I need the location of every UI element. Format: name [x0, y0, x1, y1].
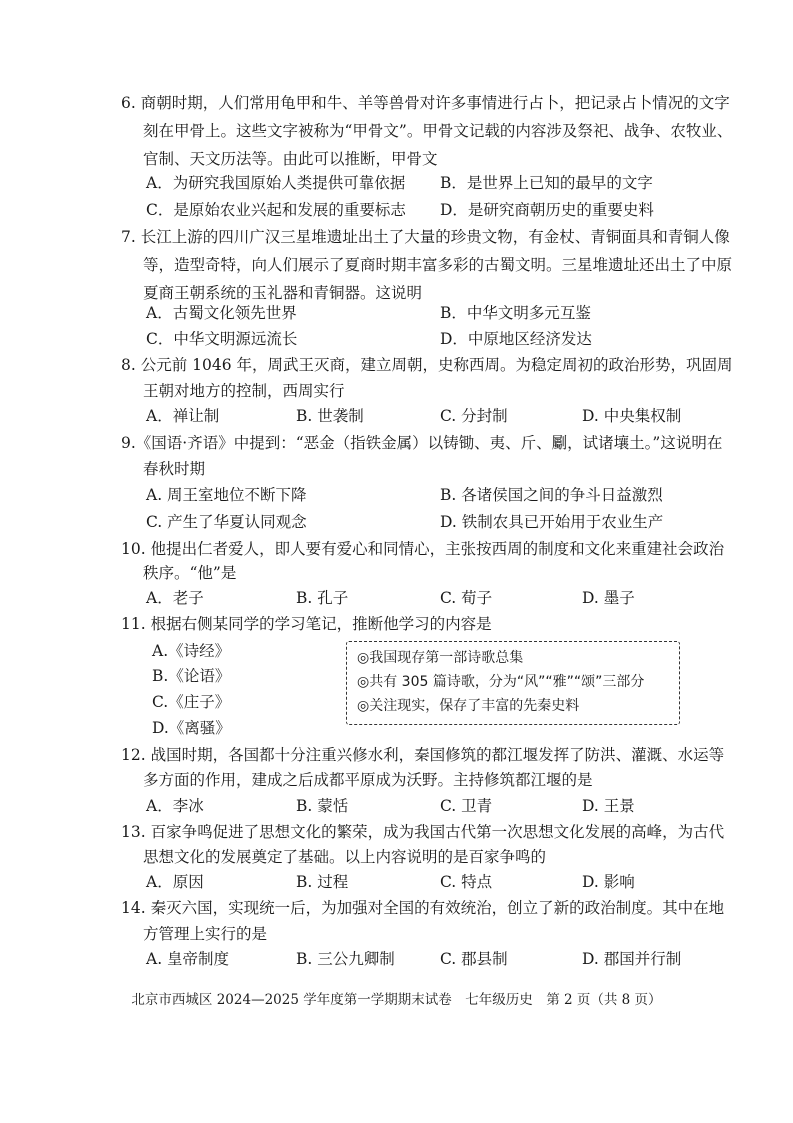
option-d: D．是研究商朝历史的重要史料: [440, 201, 654, 219]
question-stem-line: 秩序。“他”是: [143, 564, 237, 582]
question-stem-line: 14. 秦灭六国，实现统一后，为加强对全国的有效统治，创立了新的政治制度。其中在地: [121, 899, 725, 917]
question-stem-line: 方管理上实行的是: [143, 925, 268, 943]
question-stem-line: 刻在甲骨上。这些文字被称为“甲骨文”。甲骨文记载的内容涉及祭祀、战争、农牧业、: [143, 122, 733, 140]
question-stem-line: 12. 战国时期，各国都十分注重兴修水利，秦国修筑的都江堰发挥了防洪、灌溉、水运等: [121, 746, 725, 764]
option-b: B．是世界上已知的最早的文字: [440, 174, 653, 192]
question-stem-line: 夏商王朝系统的玉礼器和青铜器。这说明: [143, 284, 423, 302]
option-c: C. 产生了华夏认同观念: [146, 513, 307, 531]
question-stem-line: 10. 他提出仁者爱人，即人要有爱心和同情心，主张按西周的制度和文化来重建社会政治: [121, 540, 725, 558]
question-stem-line: 多方面的作用，建成之后成都平原成为沃野。主持修筑都江堰的是: [143, 771, 593, 789]
option-d: D．中原地区经济发达: [440, 330, 592, 348]
question-stem-line: 官制、天文历法等。由此可以推断，甲骨文: [143, 150, 438, 168]
option-b: B. 过程: [296, 873, 349, 891]
study-note-line: ◎关注现实，保存了丰富的先秦史料: [357, 698, 580, 714]
option-c: C. 卫青: [440, 797, 493, 815]
option-d: D. 郡国并行制: [582, 950, 682, 968]
option-a: A. 皇帝制度: [146, 950, 230, 968]
option-c: C. 郡县制: [440, 950, 508, 968]
option-a: A．为研究我国原始人类提供可靠依据: [146, 174, 406, 192]
option-b: B. 世袭制: [296, 407, 364, 425]
question-stem-line: 6. 商朝时期，人们常用龟甲和牛、羊等兽骨对许多事情进行占卜，把记录占卜情况的文字: [121, 94, 730, 112]
option-d: D. 影响: [582, 873, 635, 891]
option-d: D. 王景: [582, 797, 635, 815]
option-b: B．中华文明多元互鉴: [440, 304, 591, 322]
question-stem-line: 等，造型奇特，向人们展示了夏商时期丰富多彩的古蜀文明。三星堆遗址还出土了中原: [143, 256, 733, 274]
option-d: D. 墨子: [582, 589, 635, 607]
question-stem-line: 8. 公元前 1046 年，周武王灭商，建立周朝，史称西周。为稳定周初的政治形势，巩固周: [121, 356, 733, 374]
option-b: B. 各诸侯国之间的争斗日益激烈: [440, 486, 663, 504]
option-a: A．古蜀文化领先世界: [146, 304, 297, 322]
option-d: D.《离骚》: [152, 719, 231, 737]
study-note-line: ◎我国现存第一部诗歌总集: [357, 650, 524, 666]
option-d: D. 铁制农具已开始用于农业生产: [440, 513, 664, 531]
option-a: A．原因: [146, 873, 204, 891]
question-stem-line: 11. 根据右侧某同学的学习笔记，推断他学习的内容是: [121, 615, 492, 633]
option-b: B. 孔子: [296, 589, 349, 607]
question-stem-line: 13. 百家争鸣促进了思想文化的繁荣，成为我国古代第一次思想文化发展的高峰，为古代: [121, 823, 725, 841]
option-a: A. 周王室地位不断下降: [146, 486, 307, 504]
option-c: C.《庄子》: [152, 693, 231, 711]
option-a: A．李冰: [146, 797, 204, 815]
option-c: C. 分封制: [440, 407, 508, 425]
question-stem-line: 7. 长江上游的四川广汉三星堆遗址出土了大量的珍贵文物，有金杖、青铜面具和青铜人像: [121, 228, 730, 246]
question-stem-line: 9.《国语·齐语》中提到：“恶金（指铁金属）以铸锄、夷、斤、劚，试诸壤土。”这说明在: [121, 434, 723, 452]
option-d: D. 中央集权制: [582, 407, 682, 425]
study-note-box: [346, 641, 680, 725]
option-b: B. 三公九卿制: [296, 950, 395, 968]
study-note-line: ◎共有 305 篇诗歌，分为“风”“雅”“颂”三部分: [357, 674, 645, 690]
option-c: C．是原始农业兴起和发展的重要标志: [146, 201, 406, 219]
option-c: C．中华文明源远流长: [146, 330, 298, 348]
option-b: B.《论语》: [152, 667, 231, 685]
option-a: A．老子: [146, 589, 204, 607]
option-c: C. 特点: [440, 873, 493, 891]
question-stem-line: 春秋时期: [143, 460, 206, 478]
page-footer: 北京市西城区 2024—2025 学年度第一学期期末试卷 七年级历史 第 2 页（共 8 页）: [131, 992, 662, 1008]
question-stem-line: 王朝对地方的控制，西周实行: [143, 382, 345, 400]
option-a: A．禅让制: [146, 407, 220, 425]
option-c: C. 荀子: [440, 589, 493, 607]
option-a: A.《诗经》: [152, 642, 231, 660]
option-b: B. 蒙恬: [296, 797, 349, 815]
question-stem-line: 思想文化的发展奠定了基础。以上内容说明的是百家争鸣的: [143, 848, 547, 866]
